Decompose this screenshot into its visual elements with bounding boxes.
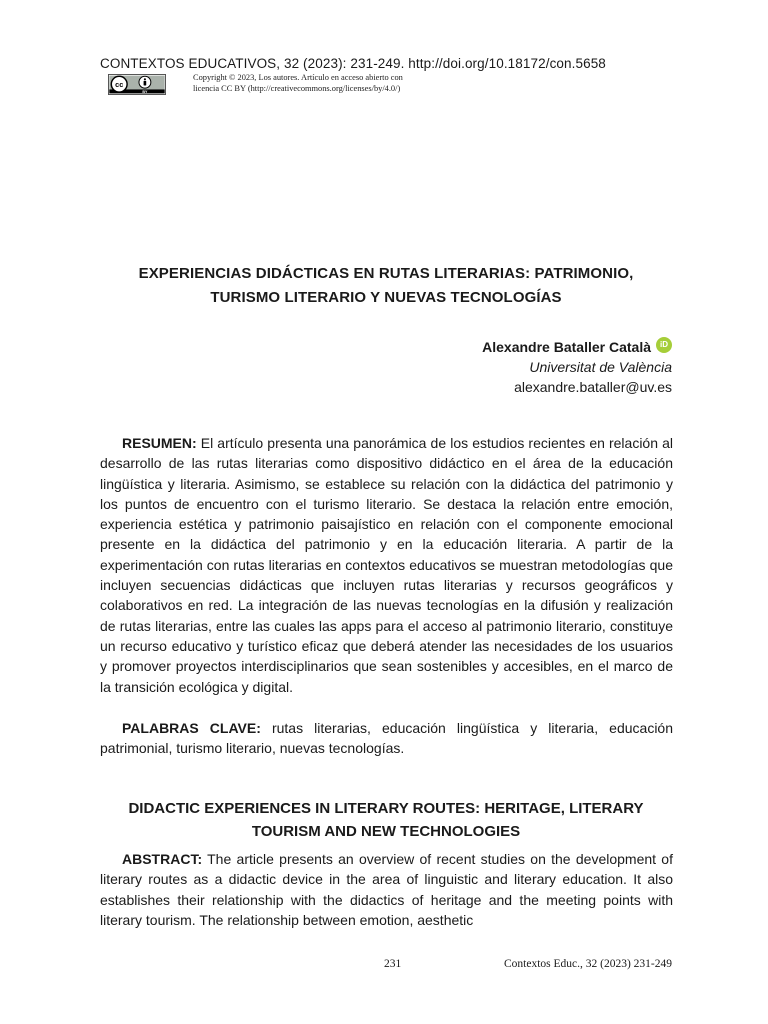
author-affiliation: Universitat de València <box>529 359 672 375</box>
license-notice-line: Copyright © 2023, Los autores. Artículo en acceso abierto con <box>193 73 403 82</box>
article-title-english <box>100 797 672 843</box>
resumen-label: RESUMEN: <box>122 435 197 451</box>
title-line: TURISMO LITERARIO Y NUEVAS TECNOLOGÍAS <box>210 289 562 306</box>
abstract-section <box>100 849 673 930</box>
keywords-label: PALABRAS CLAVE: <box>122 720 261 736</box>
by-badge-text: BY <box>142 89 148 94</box>
keywords-section <box>100 718 673 759</box>
license-notice <box>193 72 403 94</box>
keywords-text: rutas literarias, educación lingüística y literaria, educación patrimonial, turismo literario, nuevas tecnologías. <box>100 720 673 757</box>
journal-header <box>100 56 660 95</box>
resumen-text: El artículo presenta una panorámica de los estudios recientes en relación al desarrollo de las rutas literarias como dispositivo didáctico en el área de la educación lingüística y literaria. Asimismo, se establece su relación con la didáctica del patrimonio y los puntos de encuentro con el turismo literario. Se destaca la relación entre emoción, experiencia estética y patrimonio paisajístico en relación con el componente emocional presente en la didáctica del patrimonio y en la educación literaria. A partir de la experimentación con rutas literarias en contextos educativos se muestran metodologías que incluyen secuencias didácticas que incluyen rutas literarias y recursos geográficos y colaborativos en red. La integración de las nuevas tecnologías en la difusión y realización de rutas literarias, entre las cuales las apps para el acceso al patrimonio literario, constituye un recurso educativo y turístico eficaz que deberá atender las necesidades de los usuarios y promover proyectos interdisciplinarios que sean sostenibles y accesibles, en el marco de la transición ecológica y digital. <box>100 435 673 695</box>
license-row <box>100 72 660 95</box>
title-line: DIDACTIC EXPERIENCES IN LITERARY ROUTES: HERITAGE, LITERARY <box>128 800 644 817</box>
abstract-text: The article presents an overview of recent studies on the development of literary routes as a didactic device in the area of linguistic and literary education. It also establishes their relationship with the didactics of heritage and the meeting points with literary tourism. The relationship between emotion, aesthetic <box>100 851 673 928</box>
cc-badge-text: cc <box>115 80 124 90</box>
title-line: EXPERIENCIAS DIDÁCTICAS EN RUTAS LITERARIAS: PATRIMONIO, <box>138 265 634 282</box>
article-title-spanish <box>100 262 672 310</box>
keywords-paragraph <box>100 718 673 759</box>
resumen-paragraph <box>100 433 673 697</box>
resumen-section <box>100 433 673 697</box>
orcid-icon[interactable]: iD <box>656 337 672 353</box>
author-name: Alexandre Bataller Català <box>482 339 651 355</box>
license-notice-line: licencia CC BY (http://creativecommons.org/licenses/by/4.0/) <box>193 84 401 93</box>
author-block <box>482 337 672 397</box>
footer-journal-reference: Contextos Educ., 32 (2023) 231-249 <box>503 958 672 970</box>
abstract-paragraph <box>100 849 673 930</box>
page-number: 231 <box>384 958 402 970</box>
author-email[interactable]: alexandre.bataller@uv.es <box>514 379 672 395</box>
journal-citation-line: CONTEXTOS EDUCATIVOS, 32 (2023): 231-249. http://doi.org/10.18172/con.5658 <box>100 56 606 71</box>
author-name-row <box>482 337 672 357</box>
abstract-label: ABSTRACT: <box>122 851 203 867</box>
cc-by-license-icon[interactable] <box>108 74 166 95</box>
title-line: TOURISM AND NEW TECHNOLOGIES <box>251 823 521 840</box>
